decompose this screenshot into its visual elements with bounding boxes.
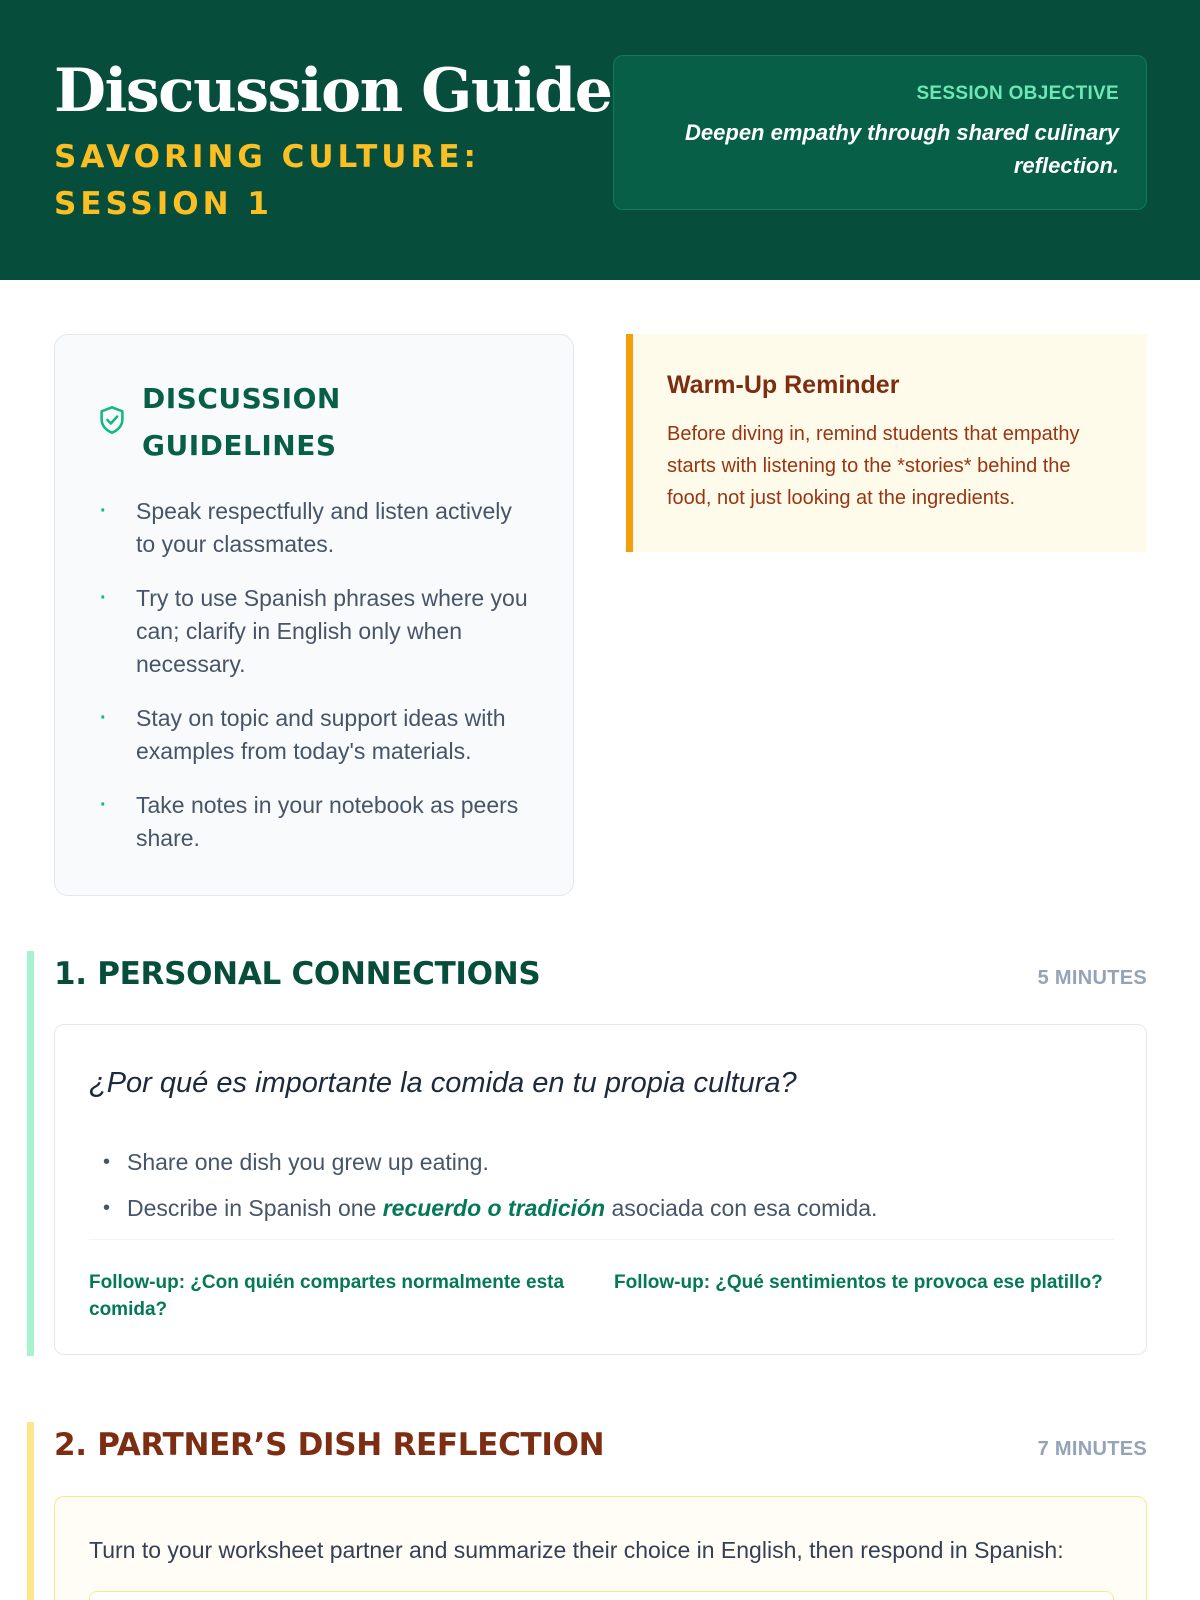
- bullet-dot-icon: ·: [100, 587, 107, 609]
- bullet-dot-icon: ·: [100, 794, 107, 816]
- guideline-text: Stay on topic and support ideas with examples from today's materials.: [136, 705, 506, 764]
- shield-check-icon: [98, 405, 126, 435]
- session-objective-card: [613, 55, 1147, 210]
- section2-response-box: [89, 1591, 1114, 1600]
- section2-duration: 7 MINUTES: [1037, 1438, 1147, 1460]
- section1-accent-bar: [27, 951, 34, 1356]
- session-objective-text: Deepen empathy through shared culinary reflection.: [685, 120, 1119, 178]
- section2-card: [54, 1496, 1147, 1600]
- warmup-reminder-card: [626, 334, 1147, 552]
- guideline-item: [100, 582, 530, 681]
- page-title: Discussion Guide: [54, 56, 612, 126]
- emphasis-text: recuerdo o tradición: [382, 1195, 606, 1221]
- guideline-item: [100, 702, 530, 768]
- list-item: [103, 1147, 489, 1177]
- warmup-title: Warm-Up Reminder: [667, 371, 900, 399]
- page-header: [0, 0, 1200, 280]
- guideline-text: Try to use Spanish phrases where you can; clarify in English only when necessary.: [136, 585, 528, 677]
- guideline-text: Take notes in your notebook as peers share.: [136, 792, 519, 851]
- guideline-item: [100, 495, 530, 561]
- list-item-text: Share one dish you grew up eating.: [127, 1149, 489, 1175]
- warmup-text: Before diving in, remind students that empathy starts with listening to the *stories* behind the food, not just looking at the ingredients.: [667, 423, 1080, 509]
- list-item-text-part: Describe in Spanish one: [127, 1195, 383, 1221]
- section2-accent-bar: [27, 1422, 34, 1600]
- bullet-dot-icon: •: [103, 1151, 111, 1173]
- followup-question-1: Follow-up: ¿Con quién compartes normalmente esta comida?: [89, 1272, 565, 1320]
- section2-title: 2. PARTNER’S DISH REFLECTION: [54, 1427, 605, 1463]
- list-item-text-part: asociada con esa comida.: [605, 1195, 878, 1221]
- list-item: [103, 1193, 877, 1223]
- guideline-text: Speak respectfully and listen actively to your classmates.: [136, 498, 512, 557]
- bullet-dot-icon: •: [103, 1197, 111, 1219]
- discussion-guidelines-card: [54, 334, 574, 896]
- session-objective-label: SESSION OBJECTIVE: [916, 83, 1119, 104]
- page-subtitle: SAVORING CULTURE: SESSION 1: [54, 139, 480, 222]
- followup-question-2: Follow-up: ¿Qué sentimientos te provoca ese platillo?: [614, 1272, 1103, 1293]
- guidelines-title: DISCUSSION GUIDELINES: [142, 382, 341, 462]
- section1-title: 1. PERSONAL CONNECTIONS: [54, 956, 541, 992]
- bullet-dot-icon: ·: [100, 707, 107, 729]
- section1-question: ¿Por qué es importante la comida en tu propia cultura?: [89, 1067, 797, 1099]
- section2-intro: Turn to your worksheet partner and summarize their choice in English, then respond in Spanish:: [89, 1537, 1064, 1563]
- guideline-item: [100, 789, 530, 855]
- bullet-dot-icon: ·: [100, 500, 107, 522]
- section1-duration: 5 MINUTES: [1037, 967, 1147, 989]
- section1-card: [54, 1024, 1147, 1355]
- divider: [89, 1239, 1114, 1240]
